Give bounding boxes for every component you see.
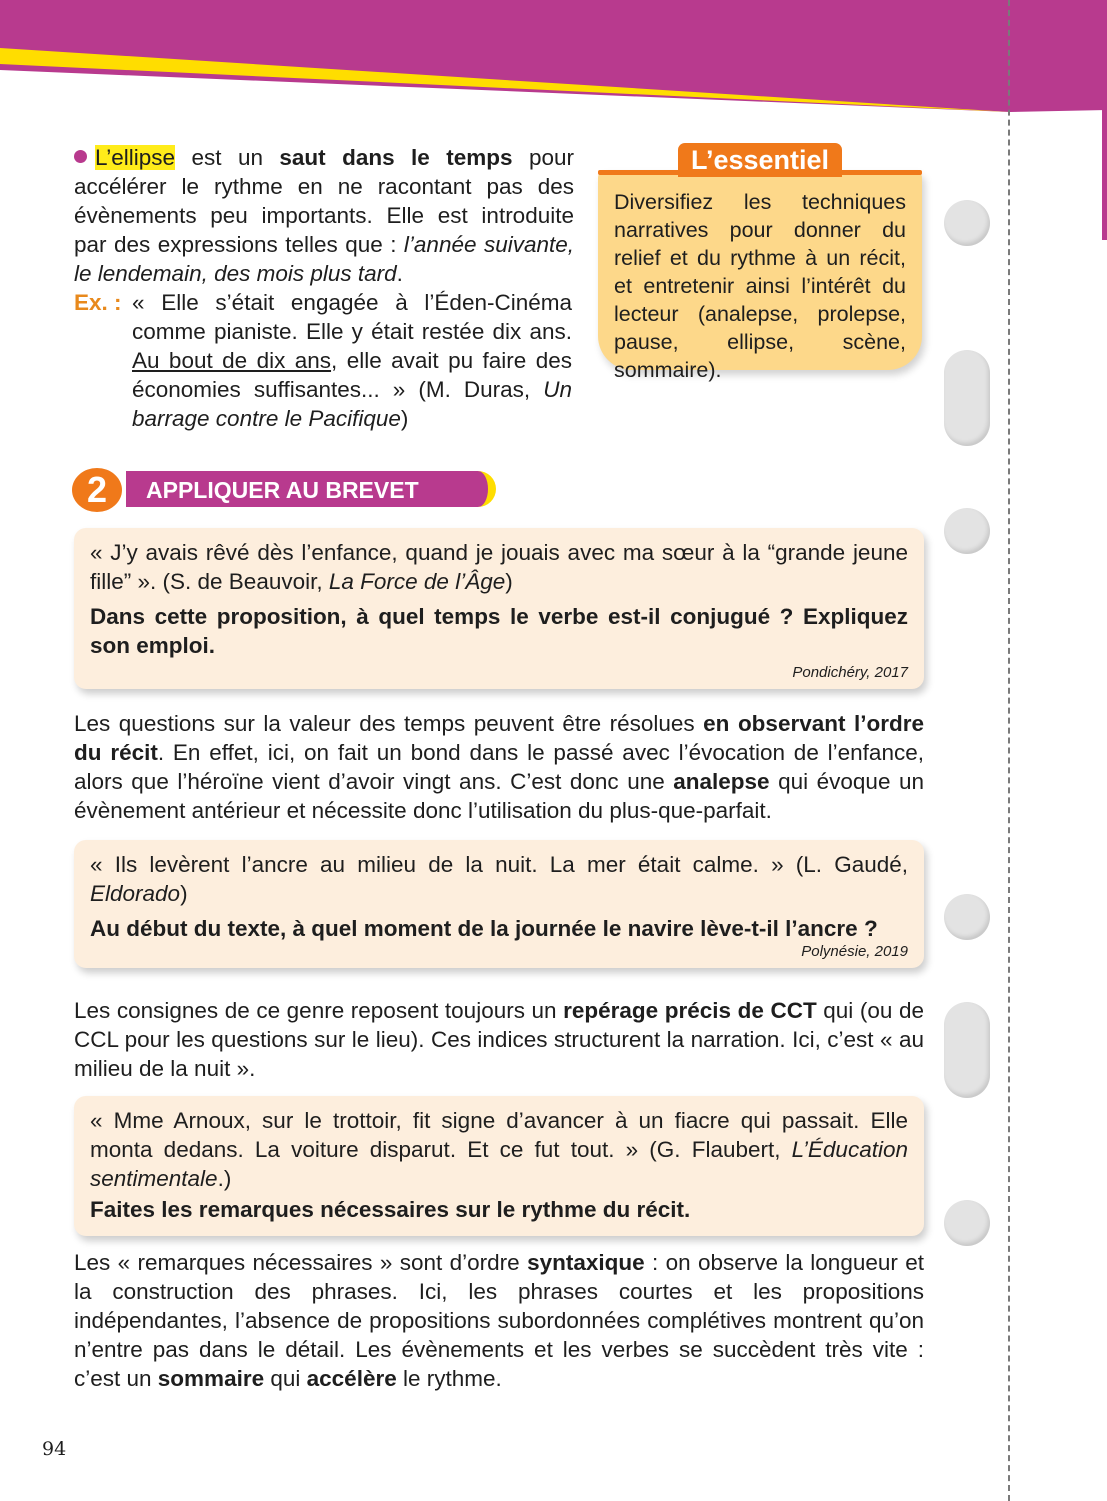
highlighted-term: L’ellipse — [95, 145, 176, 170]
binder-hole — [944, 1200, 990, 1246]
exercise-question: Au début du texte, à quel moment de la journée le navire lève-t-il l’ancre ? — [90, 916, 878, 941]
exercise-quote: « J’y avais rêvé dès l’enfance, quand je jouais avec ma sœur à la “grande jeune fille” ». (S. de Beauvoir, La Force de l’Âge) — [90, 540, 908, 594]
essentiel-title: L’essentiel — [678, 143, 842, 177]
answer-paragraph-1: Les questions sur la valeur des temps peuvent être résolues en observant l’ordre du récit. En effet, ici, on fait un bond dans le passé avec l’évocation de l’enfance, alors que l’héroïne vient d’avoir vingt ans. C’est donc une analepse qui évoque un évènement antérieur et nécessite donc l’utilisation du plus-que-parfait. — [74, 711, 925, 823]
binder-hole — [944, 894, 990, 940]
example-quote: « Elle s’était engagée à l’Éden-Cinéma comme pianiste. Elle y était restée dix ans. Au bout de dix ans, elle avait pu faire des économies suffisantes... » (M. Duras, Un barrage contre le Pacifique) — [132, 290, 572, 431]
cut-line — [1008, 0, 1010, 1501]
answer-paragraph-2: Les consignes de ce genre reposent toujours un repérage précis de CCT qui (ou de CCL pour les questions sur le lieu). Ces indices structurent la narration. Ici, c’est « au milieu de la nuit ». — [74, 998, 924, 1081]
ellipse-text: L’ellipse est un saut dans le temps pour accélérer le rythme en ne racontant pas des évènements peu importants. Elle est introduite par des expressions telles que : l’année suivante, le lendemain, des mois plus tard. — [74, 145, 574, 286]
exercise-box-1 — [74, 528, 924, 689]
example-label: Ex. : — [74, 290, 122, 315]
bullet-icon — [74, 150, 87, 163]
exercise-question: Dans cette proposition, à quel temps le verbe est-il conjugué ? Expliquez son emploi. — [90, 604, 908, 658]
section-number: 2 — [72, 468, 122, 512]
exercise-source: Polynésie, 2019 — [801, 943, 908, 960]
edge-marker — [1102, 110, 1107, 240]
page-number: 94 — [42, 1438, 67, 1460]
section-title: APPLIQUER AU BREVET — [146, 477, 419, 503]
binder-hole — [944, 508, 990, 554]
exercise-question: Faites les remarques nécessaires sur le rythme du récit. — [90, 1197, 691, 1222]
exercise-box-3 — [74, 1096, 924, 1236]
exercise-quote: « Ils levèrent l’ancre au milieu de la nuit. La mer était calme. » (L. Gaudé, Eldorado) — [90, 852, 908, 906]
answer-paragraph-3: Les « remarques nécessaires » sont d’ordre syntaxique : on observe la longueur et la construction des phrases. Ici, les phrases courtes et les propositions indépendantes, l’absence de propositions subordonnées complétives montrent qu’on n’entre pas dans le détail. Les évènements et les verbes se succèdent très vite : c’est un sommaire qui accélère le rythme. — [74, 1250, 924, 1391]
binder-hole — [944, 350, 990, 446]
exercise-source: Pondichéry, 2017 — [792, 664, 908, 681]
binder-hole — [944, 200, 990, 246]
essentiel-text: Diversifiez les techniques narratives pour donner du relief et du rythme à un récit, et entretenir ainsi l’intérêt du lecteur (analepse, prolepse, pause, ellipse, scène, sommaire). — [614, 190, 906, 382]
exercise-quote: « Mme Arnoux, sur le trottoir, fit signe d’avancer à un fiacre qui passait. Elle monta dedans. La voiture disparut. Et ce fut tout. » (G. Flaubert, L’Éducation sentimentale.) — [90, 1108, 908, 1191]
example-row — [74, 288, 574, 433]
binder-hole — [944, 1002, 990, 1098]
ellipse-definition — [74, 143, 574, 433]
exercise-box-2 — [74, 840, 924, 968]
essentiel-box — [598, 145, 922, 382]
top-banner — [0, 0, 1107, 115]
section-header — [72, 468, 494, 512]
